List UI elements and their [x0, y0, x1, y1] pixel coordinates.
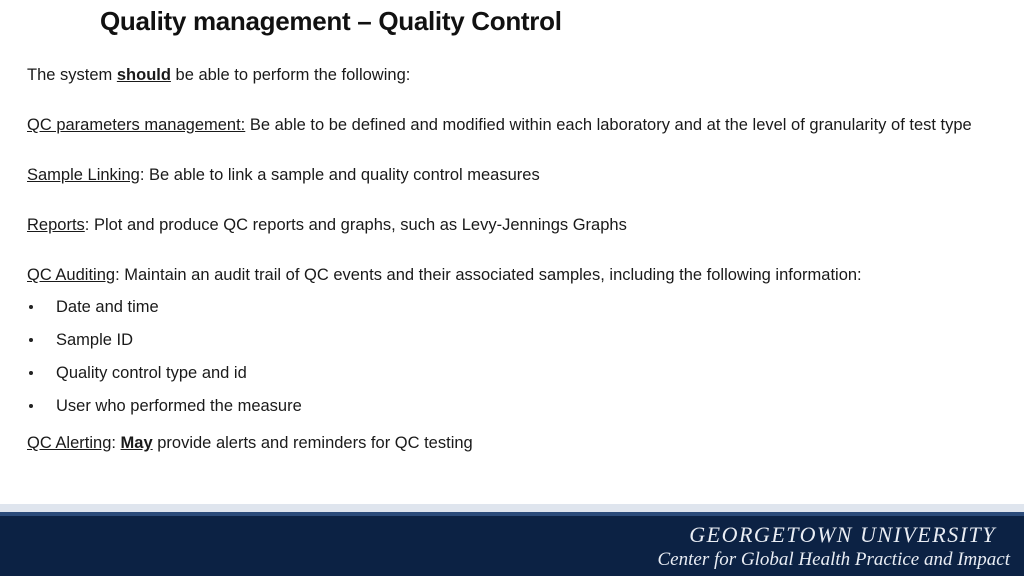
bullet-dot-icon: [29, 305, 33, 309]
spacer: [27, 137, 987, 163]
qc-alerting-paragraph: [27, 431, 987, 455]
logo-university-name: GEORGETOWN UNIVERSITY: [689, 522, 996, 547]
sample-linking-heading: Sample Linking: [27, 166, 140, 184]
intro-prefix: The system: [27, 66, 117, 84]
sample-linking-paragraph: [27, 163, 987, 187]
footer-banner: [0, 512, 1024, 576]
list-item-text: Quality control type and id: [56, 364, 247, 382]
intro-paragraph: [27, 63, 987, 87]
qc-parameters-paragraph: [27, 113, 987, 137]
qc-auditing-text: : Maintain an audit trail of QC events and their associated samples, including the following information:: [115, 266, 862, 284]
logo-center-name: Center for Global Health Practice and Impact: [657, 549, 1010, 570]
intro-emphasis: should: [116, 66, 171, 84]
georgetown-logo: [658, 522, 1011, 571]
spacer: [27, 237, 987, 263]
bullet-dot-icon: [29, 371, 33, 375]
slide-body: [27, 63, 987, 455]
qc-auditing-paragraph: [27, 263, 987, 287]
list-item-text: Date and time: [56, 298, 159, 316]
qc-parameters-text: Be able to be defined and modified within each laboratory and at the level of granularity of test type: [245, 116, 972, 134]
spacer: [27, 87, 987, 113]
spacer: [27, 187, 987, 213]
list-item-text: User who performed the measure: [56, 397, 302, 415]
list-item-text: Sample ID: [56, 331, 134, 349]
reports-paragraph: [27, 213, 987, 237]
footer-divider: [0, 504, 1024, 512]
qc-alerting-emphasis: May: [120, 434, 153, 452]
qc-parameters-heading: QC parameters management:: [27, 116, 246, 134]
qc-alerting-heading: QC Alerting: [27, 434, 112, 452]
audit-info-list: [27, 295, 987, 427]
list-item: [27, 361, 987, 394]
list-item: [27, 328, 987, 361]
reports-text: : Plot and produce QC reports and graphs, such as Levy-Jennings Graphs: [84, 216, 627, 234]
bullet-dot-icon: [29, 404, 33, 408]
sample-linking-text: : Be able to link a sample and quality control measures: [139, 166, 540, 184]
list-item: [27, 295, 987, 328]
intro-suffix: be able to perform the following:: [170, 66, 411, 84]
slide-title: Quality management – Quality Control: [100, 6, 562, 36]
qc-auditing-heading: QC Auditing: [27, 266, 116, 284]
qc-alerting-text: provide alerts and reminders for QC testing: [152, 434, 473, 452]
list-item: [27, 394, 987, 427]
qc-alerting-colon: :: [111, 434, 121, 452]
reports-heading: Reports: [27, 216, 85, 234]
bullet-dot-icon: [29, 338, 33, 342]
